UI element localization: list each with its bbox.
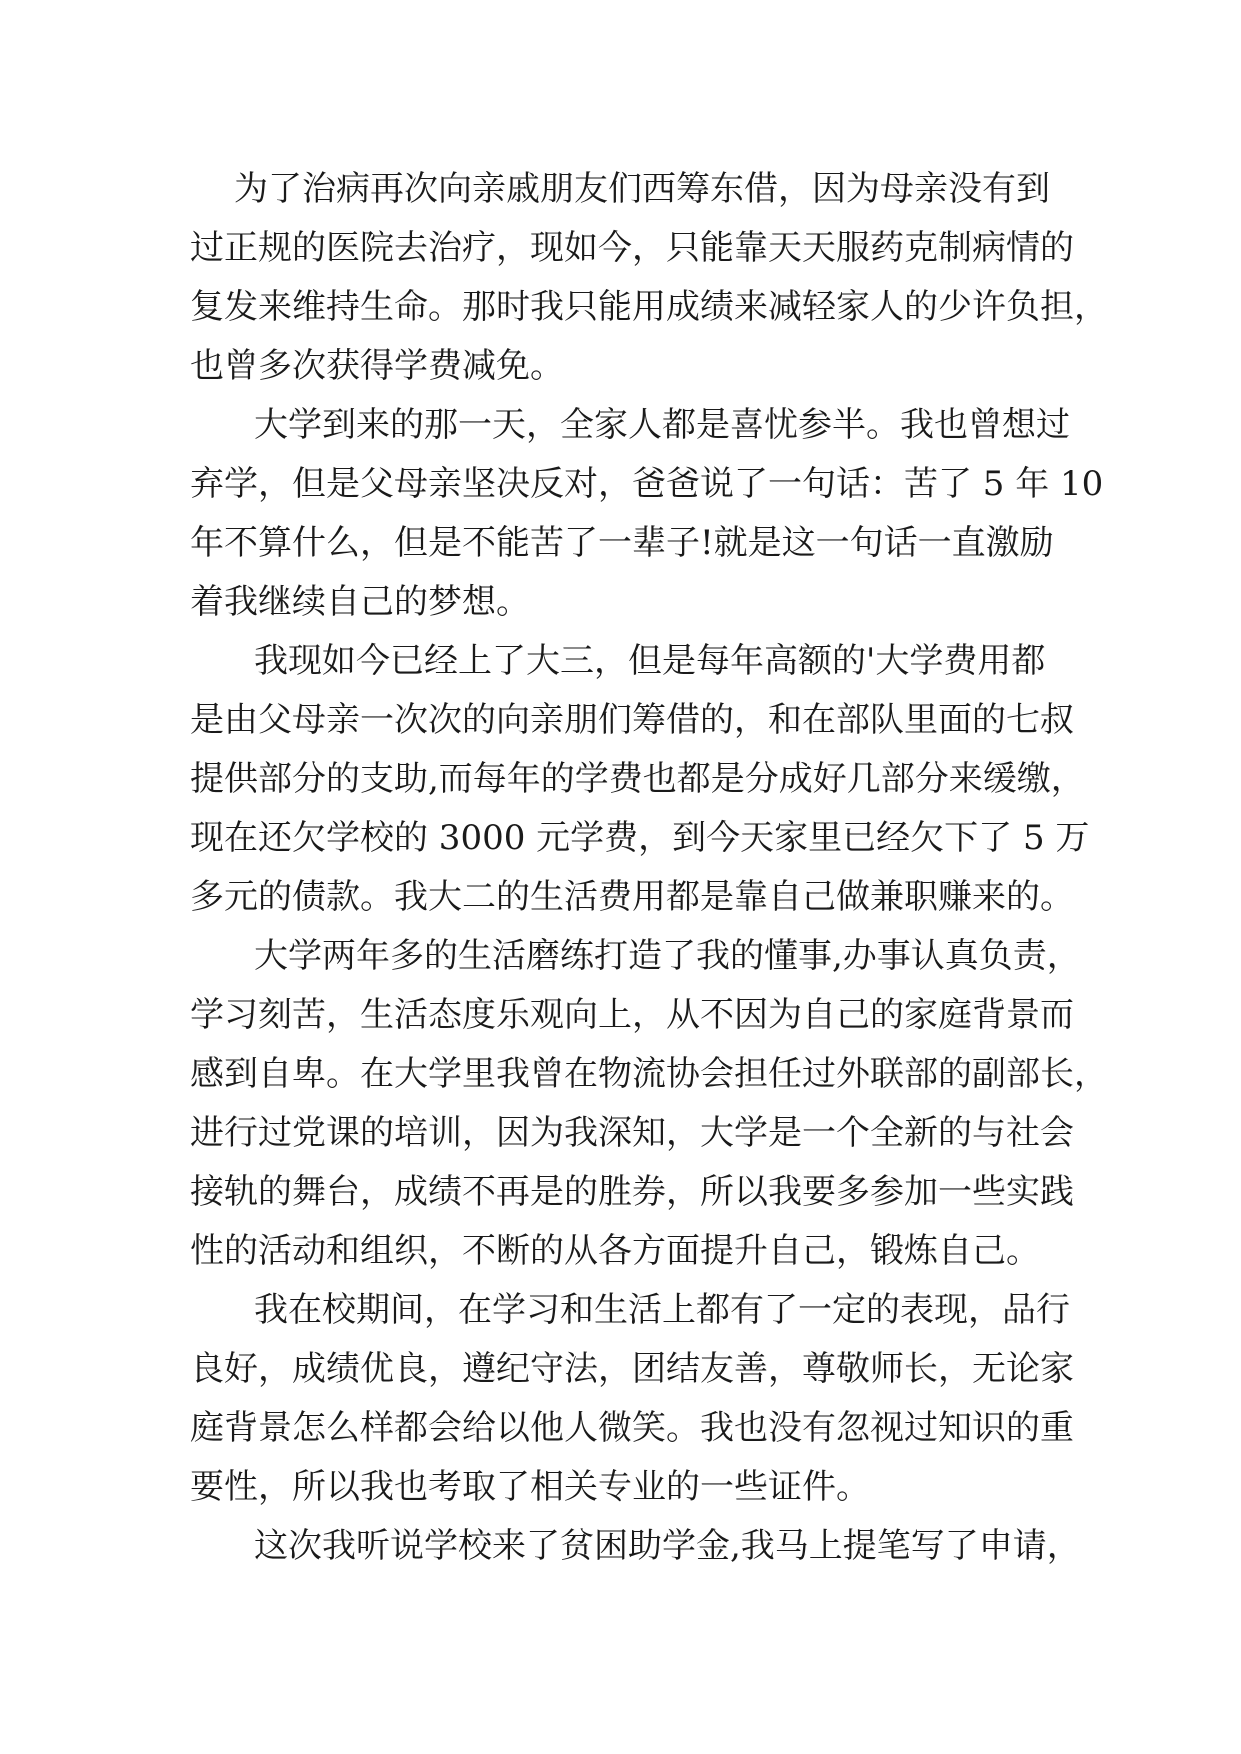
text-line: 多元的债款。我大二的生活费用都是靠自己做兼职赚来的。 — [190, 877, 1074, 917]
text-line: 我在校期间，在学习和生活上都有了一定的表现，品行 — [254, 1290, 1070, 1330]
paragraph-6 — [190, 1517, 1090, 1576]
text-line: 大学到来的那一天，全家人都是喜忧参半。我也曾想过 — [254, 405, 1070, 445]
text-line: 学习刻苦，生活态度乐观向上，从不因为自己的家庭背景而 — [190, 995, 1074, 1035]
text-line: 为了治病再次向亲戚朋友们西筹东借，因为母亲没有到 — [234, 169, 1050, 209]
text-line: 现在还欠学校的 3000 元学费，到今天家里已经欠下了 5 万 — [190, 818, 1090, 858]
text-line: 要性，所以我也考取了相关专业的一些证件。 — [190, 1467, 870, 1507]
text-line: 接轨的舞台，成绩不再是的胜券，所以我要多参加一些实践 — [190, 1172, 1074, 1212]
text-line: 进行过党课的培训，因为我深知，大学是一个全新的与社会 — [190, 1113, 1074, 1153]
text-line: 弃学，但是父母亲坚决反对，爸爸说了一句话：苦了 5 年 10 — [190, 464, 1104, 504]
text-line: 也曾多次获得学费减免。 — [190, 346, 564, 386]
text-line: 着我继续自己的梦想。 — [190, 582, 530, 622]
text-line: 复发来维持生命。那时我只能用成绩来减轻家人的少许负担， — [190, 287, 1108, 327]
text-line: 性的活动和组织，不断的从各方面提升自己，锻炼自己。 — [190, 1231, 1040, 1271]
text-line: 感到自卑。在大学里我曾在物流协会担任过外联部的副部长， — [190, 1054, 1108, 1094]
text-line: 良好，成绩优良，遵纪守法，团结友善，尊敬师长，无论家 — [190, 1349, 1074, 1389]
text-line: 大学两年多的生活磨练打造了我的懂事,办事认真负责， — [254, 936, 1081, 976]
document-body — [190, 160, 1108, 1576]
paragraph-4 — [190, 927, 1108, 1281]
paragraph-3 — [190, 632, 1090, 927]
text-line: 过正规的医院去治疗，现如今，只能靠天天服药克制病情的 — [190, 228, 1074, 268]
text-line: 庭背景怎么样都会给以他人微笑。我也没有忽视过知识的重 — [190, 1408, 1074, 1448]
paragraph-2 — [190, 396, 1104, 632]
text-line: 这次我听说学校来了贫困助学金,我马上提笔写了申请， — [254, 1526, 1081, 1566]
paragraph-5 — [190, 1281, 1090, 1517]
text-line: 是由父母亲一次次的向亲朋们筹借的，和在部队里面的七叔 — [190, 700, 1074, 740]
paragraph-1 — [190, 160, 1108, 396]
text-line: 提供部分的支助,而每年的学费也都是分成好几部分来缓缴， — [190, 759, 1085, 799]
text-line: 我现如今已经上了大三，但是每年高额的'大学费用都 — [254, 641, 1046, 681]
text-line: 年不算什么，但是不能苦了一辈子!就是这一句话一直激励 — [190, 523, 1054, 563]
